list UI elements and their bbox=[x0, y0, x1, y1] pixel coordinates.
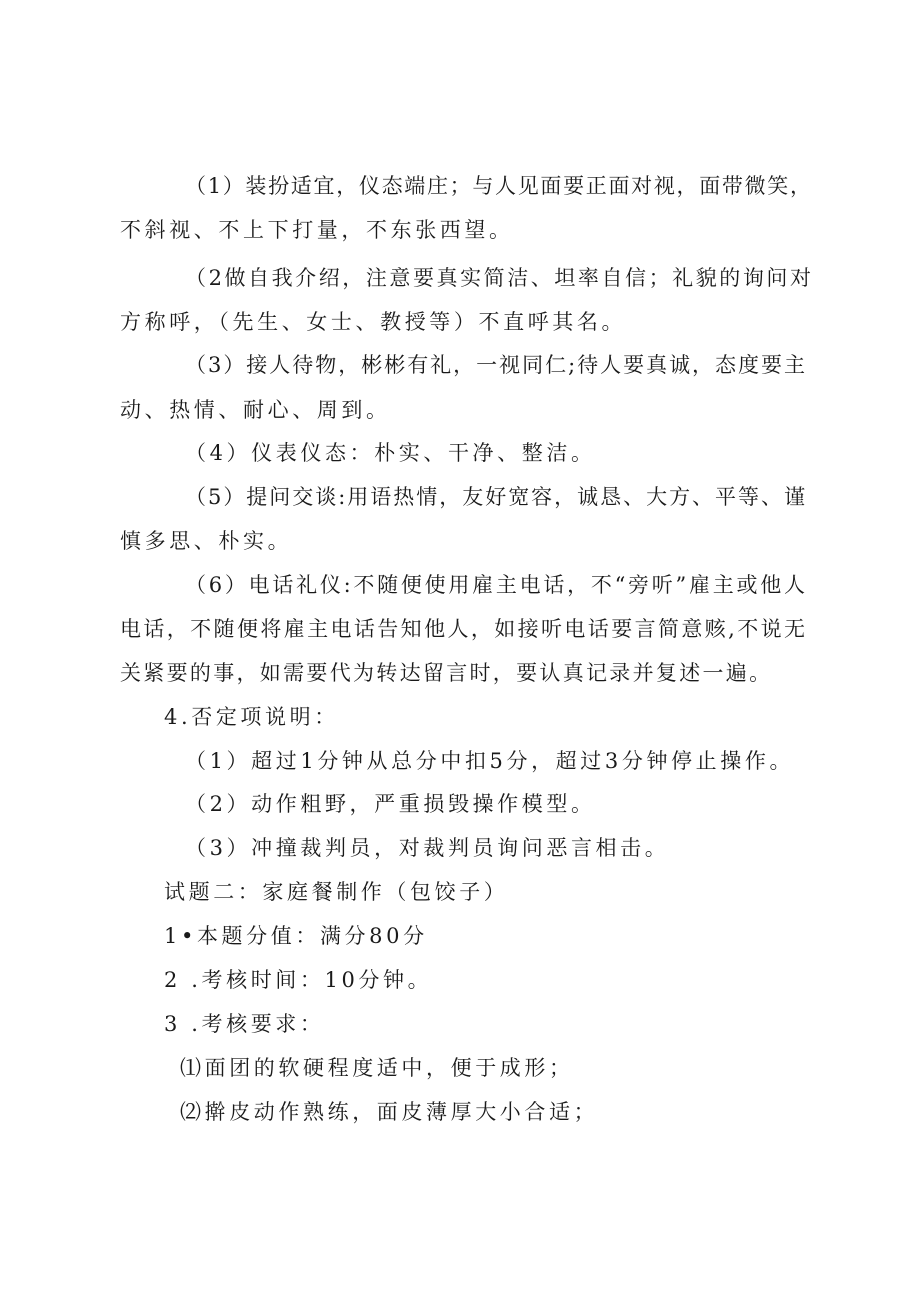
paragraph-line: 电话，不随便将雇主电话告知他人，如接听电话要言简意赅,不说无 bbox=[120, 617, 805, 641]
paragraph-line: 关紧要的事，如需要代为转达留言时，要认真记录并复述一遍。 bbox=[120, 661, 773, 685]
paragraph-line: 动、热情、耐心、周到。 bbox=[120, 398, 391, 422]
paragraph-line: （5）提问交谈:用语热情，友好宽容，诚恳、大方、平等、谨 bbox=[185, 485, 805, 509]
list-item: ⑴面团的软硬程度适中，便于成形； bbox=[180, 1056, 574, 1080]
paragraph-line: 方称呼，（先生、女士、教授等）不直呼其名。 bbox=[120, 310, 627, 334]
list-item: 3 .考核要求： bbox=[164, 1012, 325, 1036]
paragraph-line: （6）电话礼仪:不随便使用雇主电话，不“旁听”雇主或他人 bbox=[185, 573, 805, 597]
list-item: 1•本题分值：满分80分 bbox=[164, 924, 428, 948]
paragraph-line: （1）装扮适宜，仪态端庄；与人见面要正面对视，面带微笑， bbox=[185, 174, 811, 198]
section-heading: 试题二：家庭餐制作（包饺子） bbox=[164, 880, 509, 904]
paragraph-line: 慎多思、朴实。 bbox=[120, 529, 293, 553]
paragraph-line: （4）仪表仪态：朴实、干净、整洁。 bbox=[185, 441, 596, 465]
paragraph-line: （2）动作粗野，严重损毁操作模型。 bbox=[185, 792, 596, 816]
paragraph-line: （2做自我介绍，注意要真实简洁、坦率自信；礼貌的询问对 bbox=[185, 266, 811, 290]
paragraph-line: （3）接人待物，彬彬有礼，一视同仁;待人要真诚，态度要主 bbox=[185, 353, 805, 377]
list-item: ⑵擀皮动作熟练，面皮薄厚大小合适； bbox=[180, 1100, 599, 1124]
list-item: 2 .考核时间：10分钟。 bbox=[164, 968, 433, 992]
section-heading: 4.否定项说明： bbox=[164, 705, 339, 729]
paragraph-line: （1）超过1分钟从总分中扣5分，超过3分钟停止操作。 bbox=[185, 749, 795, 773]
paragraph-line: （3）冲撞裁判员，对裁判员询问恶言相击。 bbox=[185, 836, 670, 860]
paragraph-line: 不斜视、不上下打量，不东张西望。 bbox=[120, 218, 514, 242]
